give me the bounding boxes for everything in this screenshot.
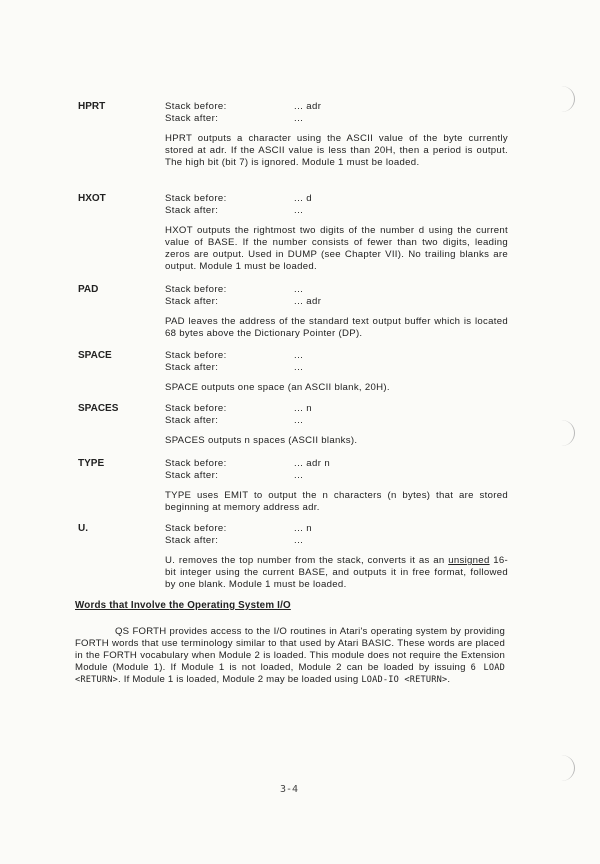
stack-before-row: [165, 523, 508, 535]
word-name: HXOT: [78, 193, 106, 204]
word-name: SPACES: [78, 403, 119, 414]
stack-before-label: Stack before:: [165, 284, 227, 295]
page-number: 3-4: [280, 784, 299, 795]
stack-before-label: Stack before:: [165, 458, 227, 469]
stack-before-value: ... adr n: [294, 458, 331, 469]
entry-body: [165, 101, 508, 169]
intro-paragraph: [75, 626, 505, 686]
stack-after-row: [165, 535, 508, 547]
stack-after-label: Stack after:: [165, 205, 219, 216]
stack-before-value: ... d: [294, 193, 312, 204]
desc-part: 16-bit integer using the current BASE, and outputs it in free format, followed by one blank. Module 1 must be loaded.: [165, 555, 509, 590]
stack-before-row: [165, 284, 508, 296]
stack-after-value: ...: [294, 535, 304, 546]
stack-before-row: [165, 350, 508, 362]
stack-after-label: Stack after:: [165, 362, 219, 373]
word-description: SPACES outputs n spaces (ASCII blanks).: [165, 435, 358, 446]
stack-after-value: ...: [294, 362, 304, 373]
stack-after-value: ... adr: [294, 296, 322, 307]
entry-body: [165, 458, 508, 514]
word-name: HPRT: [78, 101, 106, 112]
binder-hole-mark: [548, 86, 575, 112]
stack-before-row: [165, 193, 508, 205]
stack-after-value: ...: [294, 113, 304, 124]
binder-hole-mark: [548, 755, 575, 781]
stack-after-row: [165, 362, 508, 374]
stack-before-row: [165, 101, 508, 113]
stack-after-value: ...: [294, 470, 304, 481]
entry-body: [165, 284, 508, 340]
word-description: HPRT outputs a character using the ASCII value of the byte currently stored at adr. If the ASCII value is less than 20H, then a period is output. The high bit (bit 7) is ignored. Module 1 must be loaded.: [165, 133, 508, 168]
load-io-command: LOAD-IO <RETURN>: [361, 675, 448, 685]
word-description: SPACE outputs one space (an ASCII blank, 20H).: [165, 382, 390, 393]
stack-before-value: ...: [294, 350, 304, 361]
underlined-term: unsigned: [448, 555, 490, 566]
intro-text: QS FORTH provides access to the I/O routines in Atari's operating system by providing FORTH words that use terminology similar to that used by Atari BASIC. These words are placed in the FORTH vocabulary when Module 2 is loaded. This module does not require the Extension Module (Module 1). If Module 1 is not loaded, Module 2 can be loaded by issuing: [75, 626, 505, 673]
stack-before-label: Stack before:: [165, 350, 227, 361]
word-name: TYPE: [78, 458, 105, 469]
stack-before-value: ... n: [294, 523, 312, 534]
stack-after-row: [165, 415, 508, 427]
stack-before-value: ... n: [294, 403, 312, 414]
word-description: TYPE uses EMIT to output the n characters (n bytes) that are stored beginning at memory address adr.: [165, 490, 508, 513]
stack-before-value: ... adr: [294, 101, 322, 112]
entry-body: [165, 193, 508, 273]
section-heading: Words that Involve the Operating System I/O: [75, 600, 291, 611]
stack-before-label: Stack before:: [165, 193, 227, 204]
stack-before-row: [165, 403, 508, 415]
stack-before-label: Stack before:: [165, 101, 227, 112]
stack-after-row: [165, 113, 508, 125]
stack-after-row: [165, 470, 508, 482]
stack-before-row: [165, 458, 508, 470]
word-description: [165, 555, 508, 591]
stack-before-value: ...: [294, 284, 304, 295]
stack-before-label: Stack before:: [165, 523, 227, 534]
entry-body: [165, 350, 508, 394]
word-description: HXOT outputs the rightmost two digits of the number d using the current value of BASE. If the number consists of fewer than two digits, leading zeros are output. Used in DUMP (see Chapter VII). No trailing blanks are output. Module 1 must be loaded.: [165, 225, 508, 272]
stack-after-label: Stack after:: [165, 296, 219, 307]
load-command: 6 LOAD <RETURN>: [75, 663, 505, 685]
word-name: U.: [78, 523, 88, 534]
entry-body: [165, 523, 508, 591]
stack-after-value: ...: [294, 415, 304, 426]
intro-text: .: [447, 674, 451, 685]
stack-after-label: Stack after:: [165, 470, 219, 481]
binder-hole-mark: [548, 420, 575, 446]
stack-before-label: Stack before:: [165, 403, 227, 414]
word-name: PAD: [78, 284, 99, 295]
stack-after-row: [165, 205, 508, 217]
entry-body: [165, 403, 508, 447]
word-name: SPACE: [78, 350, 112, 361]
intro-text: . If Module 1 is loaded, Module 2 may be loaded using: [118, 674, 359, 685]
stack-after-row: [165, 296, 508, 308]
stack-after-label: Stack after:: [165, 535, 219, 546]
stack-after-label: Stack after:: [165, 415, 219, 426]
desc-part: U. removes the top number from the stack, converts it as an: [165, 555, 445, 566]
stack-after-value: ...: [294, 205, 304, 216]
word-description: PAD leaves the address of the standard text output buffer which is located 68 bytes above the Dictionary Pointer (DP).: [165, 316, 508, 339]
stack-after-label: Stack after:: [165, 113, 219, 124]
